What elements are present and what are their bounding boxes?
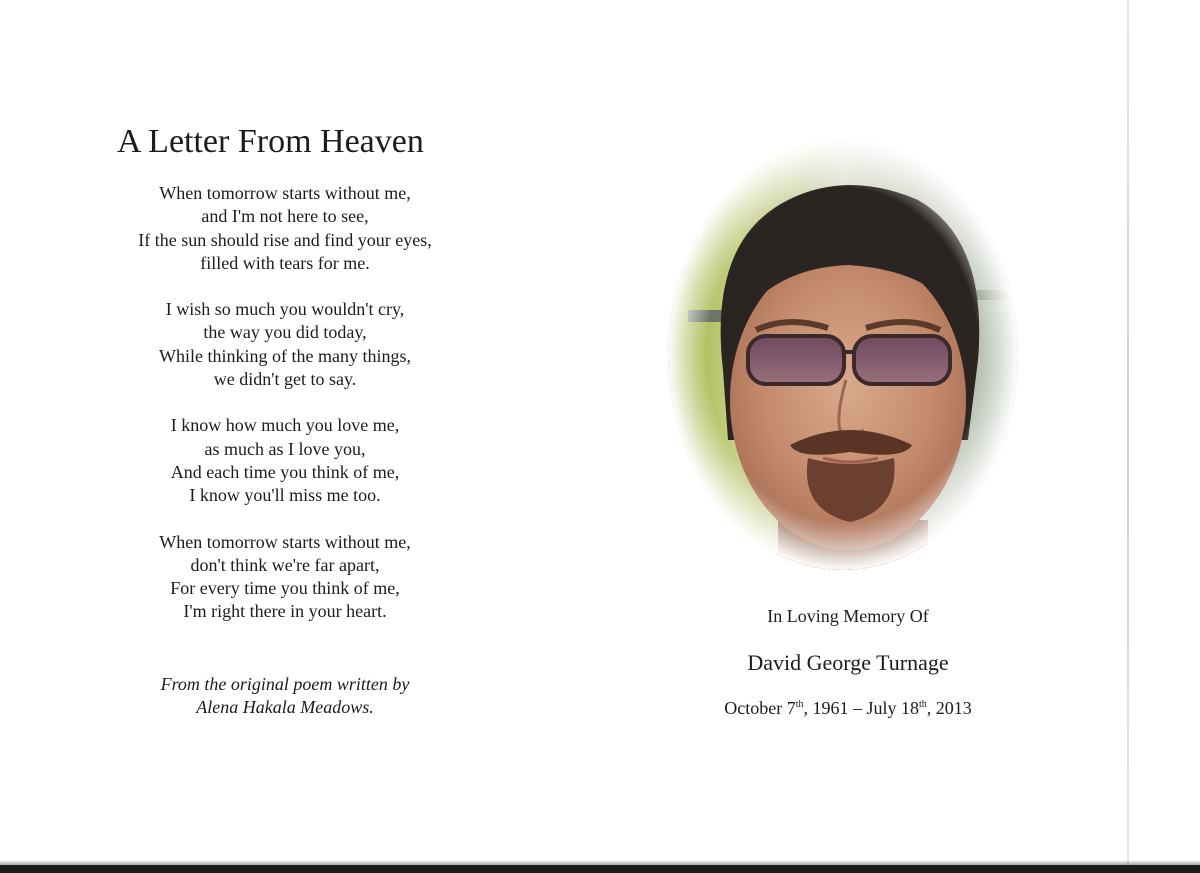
- poem-line: don't think we're far apart,: [190, 554, 380, 575]
- life-dates: [668, 694, 1028, 722]
- scan-edge-right: [1127, 0, 1129, 873]
- poem-line: and I'm not here to see,: [201, 206, 369, 227]
- stanza-3: [100, 414, 470, 507]
- poem-line: I know how much you love me,: [170, 415, 400, 436]
- stanza-1: [100, 182, 470, 275]
- poem-line: I'm right there in your heart.: [183, 601, 387, 622]
- memorial-label: In Loving Memory Of: [767, 606, 929, 626]
- death-year: , 2013: [926, 698, 972, 718]
- date-suffix: th: [795, 699, 804, 710]
- poem-line: While thinking of the many things,: [159, 345, 411, 366]
- poem-line: I know you'll miss me too.: [189, 485, 381, 506]
- memorial-caption: [668, 602, 1028, 722]
- poem-line: the way you did today,: [203, 322, 367, 343]
- poem-line: And each time you think of me,: [170, 461, 400, 482]
- poem-line: as much as I love you,: [204, 438, 366, 459]
- poem-line: If the sun should rise and find your eyes,: [138, 229, 432, 250]
- birth-date: October 7: [724, 698, 796, 718]
- poem-attribution: [100, 673, 470, 719]
- photo-vignette: [668, 140, 1018, 570]
- stanza-2: [100, 298, 470, 391]
- attribution-author: Alena Hakala Meadows.: [196, 697, 374, 717]
- poem-line: I wish so much you wouldn't cry,: [165, 299, 405, 320]
- poem-line: When tomorrow starts without me,: [159, 183, 411, 203]
- poem-line: we didn't get to say.: [213, 369, 357, 390]
- poem-body: [100, 182, 470, 647]
- date-range: , 1961 – July 18: [803, 698, 919, 718]
- poem-line: filled with tears for me.: [200, 252, 370, 273]
- poem-title: A Letter From Heaven: [117, 123, 424, 160]
- scan-edge-bottom: [0, 865, 1200, 873]
- poem-line: When tomorrow starts without me,: [159, 531, 411, 552]
- memorial-portrait: [668, 140, 1018, 570]
- poem-line: For every time you think of me,: [170, 578, 400, 599]
- stanza-4: [100, 531, 470, 624]
- deceased-name: David George Turnage: [747, 650, 949, 675]
- attribution-line: From the original poem written by: [160, 674, 410, 694]
- date-suffix: th: [919, 699, 927, 710]
